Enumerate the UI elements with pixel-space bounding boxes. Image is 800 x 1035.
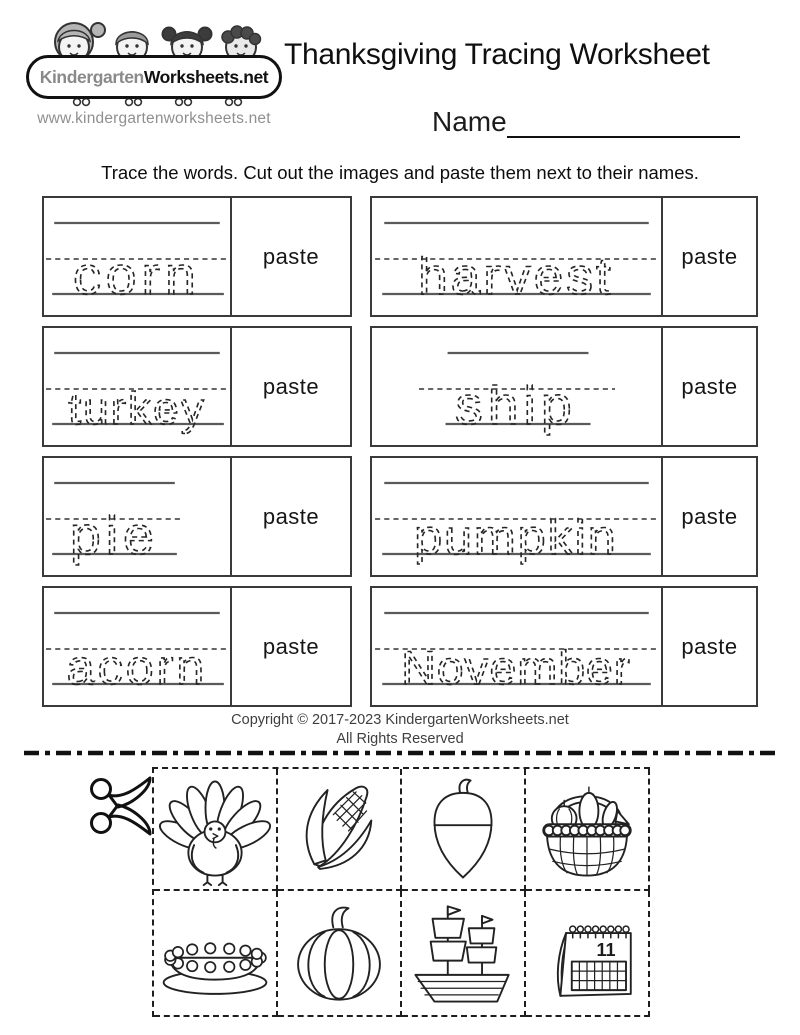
trace-cell-corn (42, 196, 352, 317)
paste-box (661, 588, 756, 705)
trace-row-2 (42, 326, 758, 447)
name-blank-line (507, 104, 740, 138)
trace-cell-november (370, 586, 758, 707)
trace-word: ship (455, 375, 577, 436)
brand-part-gray: Kindergarten (39, 66, 144, 87)
trace-cell-turkey (42, 326, 352, 447)
copyright-notice (0, 711, 800, 748)
trace-area (372, 198, 661, 315)
trace-row-4 (42, 586, 758, 707)
trace-word: pie (70, 505, 159, 566)
trace-cell-pumpkin (370, 456, 758, 577)
name-field (432, 104, 740, 138)
trace-word: pumpkin (414, 510, 618, 565)
trace-word: harvest (418, 247, 614, 306)
trace-word: turkey (68, 383, 206, 434)
paste-box (230, 588, 350, 705)
name-label: Name (432, 106, 507, 137)
cutout-ship (402, 891, 526, 1017)
cutout-turkey (154, 769, 278, 891)
paste-box (230, 198, 350, 315)
cutout-acorn (402, 769, 526, 891)
trace-word: November (401, 642, 631, 695)
cutout-grid (152, 767, 650, 1017)
trace-cell-acorn (42, 586, 352, 707)
cut-dashed-line (22, 748, 778, 758)
cutout-pumpkin (278, 891, 402, 1017)
trace-area (44, 198, 230, 315)
trace-area (372, 328, 661, 445)
scissors-icon (88, 772, 154, 848)
brand-logo (26, 12, 282, 128)
brand-website: www.kindergartenworksheets.net (37, 110, 271, 127)
paste-label: paste (681, 633, 738, 659)
paste-label: paste (262, 503, 320, 529)
paste-box (661, 198, 756, 315)
trace-cell-pie (42, 456, 352, 577)
paste-box (661, 328, 756, 445)
brand-wordmark (26, 55, 282, 99)
trace-word: corn (73, 245, 201, 306)
cutout-pie (154, 891, 278, 1017)
trace-area (372, 458, 661, 575)
calendar-number: 11 (596, 939, 616, 960)
paste-box (661, 458, 756, 575)
brand-part-black: Worksheets.net (143, 66, 269, 87)
paste-label: paste (681, 373, 738, 399)
trace-row-1 (42, 196, 758, 317)
instruction-text: Trace the words. Cut out the images and paste them next to their names. (101, 162, 699, 183)
trace-area (44, 588, 230, 705)
paste-label: paste (262, 373, 320, 399)
paste-label: paste (262, 243, 320, 269)
copyright-line2: All Rights Reserved (336, 730, 464, 747)
trace-area (372, 588, 661, 705)
paste-label: paste (262, 633, 320, 659)
paste-box (230, 328, 350, 445)
trace-cell-harvest (370, 196, 758, 317)
trace-area (44, 458, 230, 575)
tracing-grid (42, 196, 758, 716)
page-title: Thanksgiving Tracing Worksheet (284, 38, 710, 71)
paste-label: paste (681, 503, 738, 529)
trace-word: acorn (66, 640, 208, 695)
copyright-line1: Copyright © 2017-2023 KindergartenWorksheets.net (231, 712, 569, 728)
trace-cell-ship (370, 326, 758, 447)
cutout-corn (278, 769, 402, 891)
cutout-harvest-basket (526, 769, 650, 891)
cutout-calendar (526, 891, 650, 1017)
trace-area (44, 328, 230, 445)
trace-row-3 (42, 456, 758, 577)
paste-label: paste (681, 243, 738, 269)
paste-box (230, 458, 350, 575)
